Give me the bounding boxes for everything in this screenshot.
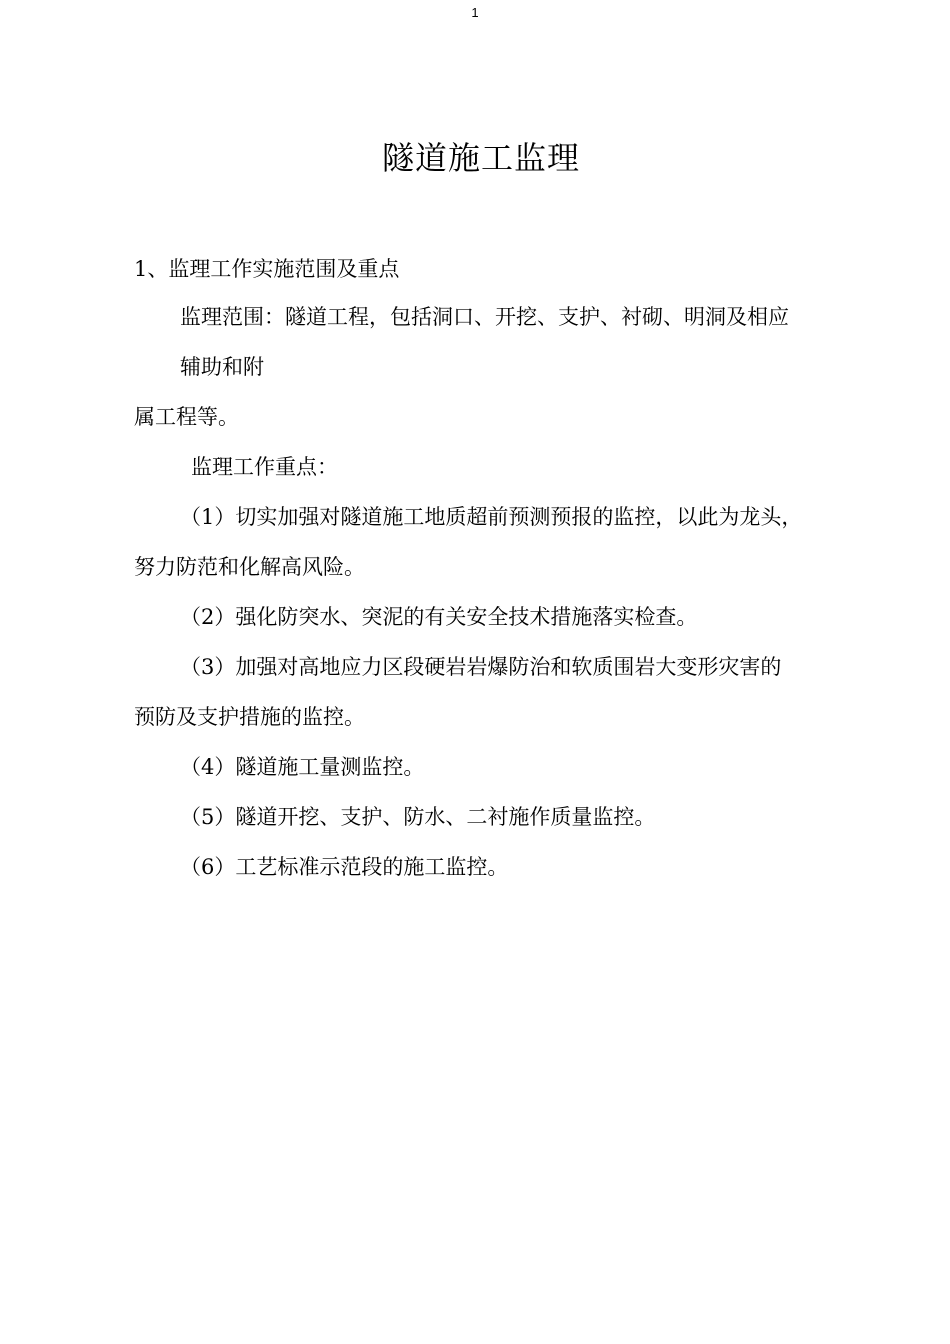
key-point-6: （6）工艺标准示范段的施工监控。 [180, 855, 509, 879]
document-title: 隧道施工监理 [381, 139, 580, 177]
page-number: 1 [471, 5, 479, 20]
section-heading: 1、监理工作实施范围及重点 [134, 257, 400, 281]
key-point-1-line-1: （1）切实加强对隧道施工地质超前预测预报的监控，以此为龙头， [180, 505, 803, 529]
scope-paragraph-line-2: 辅助和附 [180, 355, 264, 379]
key-point-3-line-1: （3）加强对高地应力区段硬岩岩爆防治和软质围岩大变形灾害的 [180, 655, 782, 679]
scope-paragraph-line-3: 属工程等。 [134, 405, 239, 429]
key-point-3-line-2: 预防及支护措施的监控。 [134, 705, 365, 729]
scope-paragraph-line-1: 监理范围：隧道工程，包括洞口、开挖、支护、衬砌、明洞及相应 [180, 305, 789, 329]
key-point-2: （2）强化防突水、突泥的有关安全技术措施落实检查。 [180, 605, 698, 629]
key-point-4: （4）隧道施工量测监控。 [180, 755, 425, 779]
key-point-5: （5）隧道开挖、支护、防水、二衬施作质量监控。 [180, 805, 656, 829]
key-points-heading: 监理工作重点： [191, 455, 338, 479]
key-point-1-line-2: 努力防范和化解高风险。 [134, 555, 365, 579]
